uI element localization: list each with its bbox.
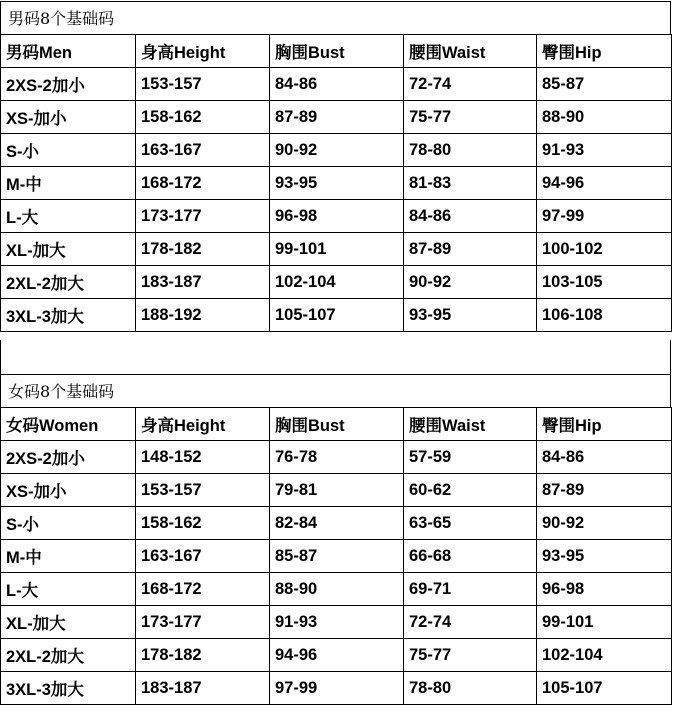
cell-bust: 91-93 [270, 606, 404, 639]
cell-height: 153-157 [136, 68, 270, 101]
cell-bust: 82-84 [270, 507, 404, 540]
cell-waist: 78-80 [404, 134, 537, 167]
cell-height: 153-157 [136, 474, 270, 507]
cell-height: 158-162 [136, 101, 270, 134]
women-header-size: 女码Women [1, 408, 136, 441]
women-size-table [0, 407, 672, 705]
cell-waist: 66-68 [404, 540, 537, 573]
cell-hip: 94-96 [537, 167, 672, 200]
cell-hip: 87-89 [537, 474, 672, 507]
cell-size: XL-加大 [1, 233, 136, 266]
cell-bust: 94-96 [270, 639, 404, 672]
cell-height: 173-177 [136, 606, 270, 639]
cell-waist: 84-86 [404, 200, 537, 233]
table-row [1, 167, 672, 200]
cell-hip: 88-90 [537, 101, 672, 134]
cell-bust: 90-92 [270, 134, 404, 167]
table-row [1, 507, 672, 540]
men-header-hip: 臀围Hip [537, 35, 672, 68]
cell-waist: 78-80 [404, 672, 537, 705]
cell-size: 2XL-2加大 [1, 266, 136, 299]
cell-bust: 79-81 [270, 474, 404, 507]
cell-size: 2XL-2加大 [1, 639, 136, 672]
cell-size: L-大 [1, 573, 136, 606]
cell-height: 178-182 [136, 233, 270, 266]
cell-hip: 100-102 [537, 233, 672, 266]
cell-bust: 99-101 [270, 233, 404, 266]
table-row [1, 441, 672, 474]
cell-size: XS-加小 [1, 101, 136, 134]
cell-hip: 85-87 [537, 68, 672, 101]
women-header-height: 身高Height [136, 408, 270, 441]
cell-bust: 105-107 [270, 299, 404, 332]
cell-height: 168-172 [136, 167, 270, 200]
cell-hip: 99-101 [537, 606, 672, 639]
section-gap [0, 340, 671, 374]
cell-waist: 57-59 [404, 441, 537, 474]
cell-waist: 93-95 [404, 299, 537, 332]
cell-height: 178-182 [136, 639, 270, 672]
cell-waist: 81-83 [404, 167, 537, 200]
women-header-row [1, 408, 672, 441]
cell-hip: 97-99 [537, 200, 672, 233]
cell-size: S-小 [1, 134, 136, 167]
cell-waist: 63-65 [404, 507, 537, 540]
table-row [1, 474, 672, 507]
cell-size: S-小 [1, 507, 136, 540]
table-row [1, 101, 672, 134]
cell-height: 163-167 [136, 540, 270, 573]
cell-height: 183-187 [136, 266, 270, 299]
men-header-bust: 胸围Bust [270, 35, 404, 68]
cell-size: XL-加大 [1, 606, 136, 639]
cell-waist: 90-92 [404, 266, 537, 299]
cell-waist: 69-71 [404, 573, 537, 606]
cell-waist: 75-77 [404, 101, 537, 134]
cell-hip: 91-93 [537, 134, 672, 167]
cell-size: M-中 [1, 167, 136, 200]
table-row [1, 266, 672, 299]
table-row [1, 200, 672, 233]
cell-waist: 60-62 [404, 474, 537, 507]
cell-bust: 85-87 [270, 540, 404, 573]
men-size-table [0, 34, 672, 332]
cell-hip: 90-92 [537, 507, 672, 540]
table-row [1, 573, 672, 606]
cell-hip: 103-105 [537, 266, 672, 299]
cell-waist: 72-74 [404, 68, 537, 101]
cell-bust: 84-86 [270, 68, 404, 101]
table-row [1, 606, 672, 639]
women-header-waist: 腰围Waist [404, 408, 537, 441]
cell-bust: 88-90 [270, 573, 404, 606]
cell-height: 148-152 [136, 441, 270, 474]
men-header-size: 男码Men [1, 35, 136, 68]
cell-size: 3XL-3加大 [1, 299, 136, 332]
cell-bust: 87-89 [270, 101, 404, 134]
men-section-title: 男码8个基础码 [0, 1, 671, 34]
cell-hip: 106-108 [537, 299, 672, 332]
cell-height: 188-192 [136, 299, 270, 332]
cell-hip: 102-104 [537, 639, 672, 672]
cell-size: L-大 [1, 200, 136, 233]
table-row [1, 233, 672, 266]
cell-waist: 72-74 [404, 606, 537, 639]
women-header-bust: 胸围Bust [270, 408, 404, 441]
cell-size: 3XL-3加大 [1, 672, 136, 705]
men-header-height: 身高Height [136, 35, 270, 68]
cell-bust: 97-99 [270, 672, 404, 705]
cell-height: 183-187 [136, 672, 270, 705]
table-row [1, 299, 672, 332]
cell-height: 158-162 [136, 507, 270, 540]
cell-size: XS-加小 [1, 474, 136, 507]
cell-waist: 75-77 [404, 639, 537, 672]
men-header-waist: 腰围Waist [404, 35, 537, 68]
table-row [1, 672, 672, 705]
cell-size: 2XS-2加小 [1, 68, 136, 101]
cell-bust: 93-95 [270, 167, 404, 200]
cell-hip: 93-95 [537, 540, 672, 573]
cell-bust: 96-98 [270, 200, 404, 233]
cell-hip: 96-98 [537, 573, 672, 606]
table-row [1, 540, 672, 573]
table-row [1, 134, 672, 167]
table-row [1, 639, 672, 672]
women-header-hip: 臀围Hip [537, 408, 672, 441]
women-section-title: 女码8个基础码 [0, 374, 671, 407]
cell-size: M-中 [1, 540, 136, 573]
cell-hip: 84-86 [537, 441, 672, 474]
cell-bust: 102-104 [270, 266, 404, 299]
cell-size: 2XS-2加小 [1, 441, 136, 474]
cell-height: 168-172 [136, 573, 270, 606]
men-header-row [1, 35, 672, 68]
cell-height: 163-167 [136, 134, 270, 167]
cell-bust: 76-78 [270, 441, 404, 474]
cell-waist: 87-89 [404, 233, 537, 266]
cell-hip: 105-107 [537, 672, 672, 705]
cell-height: 173-177 [136, 200, 270, 233]
table-row [1, 68, 672, 101]
